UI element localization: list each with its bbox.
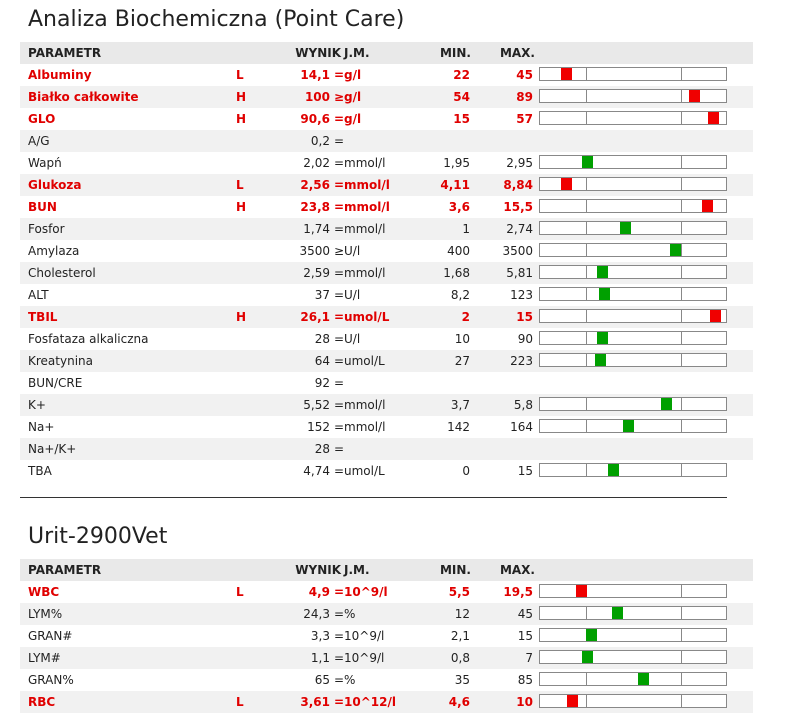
comparison-sign: = [334,112,345,126]
range-bar [539,67,727,81]
table-row [20,218,753,240]
header-max: MAX. [499,563,535,577]
unit: umol/L [344,464,385,478]
result-value: 3,3 [310,629,330,643]
comparison-sign: ≥ [334,244,345,258]
max-value: 85 [517,673,533,687]
max-value: 7 [525,651,533,665]
comparison-sign: = [334,376,345,390]
range-max-tick [681,156,682,168]
min-value: 8,2 [450,288,470,302]
range-max-tick [681,266,682,278]
min-value: 142 [447,420,470,434]
min-value: 5,5 [448,585,470,599]
result-value: 3500 [299,244,330,258]
min-value: 10 [454,332,470,346]
range-bar [539,111,727,125]
range-max-tick [681,112,682,124]
min-value: 400 [447,244,470,258]
comparison-sign: = [334,651,345,665]
range-marker [638,673,649,685]
range-marker [670,244,681,256]
range-max-tick [681,332,682,344]
param-name: Fosfor [28,222,65,236]
range-marker [561,178,572,190]
result-value: 4,9 [308,585,330,599]
param-name: GRAN# [28,629,73,643]
table-row [20,460,753,482]
result-value: 5,52 [303,398,330,412]
flag-indicator: H [236,200,247,214]
min-value: 1,68 [443,266,470,280]
result-value: 64 [314,354,330,368]
range-min-tick [586,695,587,707]
comparison-sign: = [334,398,345,412]
min-value: 0,8 [450,651,470,665]
range-min-tick [586,673,587,685]
comparison-sign: = [334,310,345,324]
range-min-tick [586,398,587,410]
unit: mmol/l [344,156,386,170]
max-value: 223 [510,354,533,368]
min-value: 3,6 [448,200,470,214]
range-bar [539,265,727,279]
table-header [20,42,753,64]
result-value: 28 [314,442,330,456]
range-marker [597,266,608,278]
unit: g/l [344,68,362,82]
result-value: 26,1 [300,310,330,324]
table-row [20,284,753,306]
max-value: 57 [516,112,533,126]
table-row [20,416,753,438]
param-name: ALT [28,288,49,302]
comparison-sign: = [334,673,345,687]
range-bar [539,177,727,191]
range-max-tick [681,695,682,707]
table-row [20,328,753,350]
param-name: WBC [28,585,60,599]
range-marker [708,112,719,124]
table-row [20,240,753,262]
table-row [20,130,753,152]
header-param: PARAMETR [28,46,102,60]
range-max-tick [681,673,682,685]
table-header [20,559,753,581]
table-row [20,625,753,647]
unit: U/l [344,244,361,258]
unit: 10^12/l [344,695,396,709]
max-value: 15 [517,629,533,643]
range-marker [597,332,608,344]
table-row [20,691,753,713]
flag-indicator: H [236,112,247,126]
flag-indicator: L [236,68,244,82]
range-bar [539,650,727,664]
unit: mmol/l [344,420,386,434]
result-value: 100 [304,90,330,104]
result-value: 152 [307,420,330,434]
result-value: 37 [314,288,330,302]
max-value: 10 [516,695,533,709]
range-marker [689,90,700,102]
unit: mmol/l [344,222,386,236]
range-bar [539,694,727,708]
range-marker [623,420,634,432]
comparison-sign: = [334,200,345,214]
range-min-tick [586,178,587,190]
header-value: WYNIK [295,563,341,577]
param-name: Amylaza [28,244,80,258]
range-max-tick [681,68,682,80]
range-marker [702,200,713,212]
result-value: 1,1 [310,651,330,665]
range-max-tick [681,607,682,619]
unit: U/l [344,332,361,346]
param-name: Cholesterol [28,266,96,280]
result-value: 65 [314,673,330,687]
range-bar [539,584,727,598]
urit-table [20,559,753,713]
range-max-tick [681,310,682,322]
range-marker [586,629,597,641]
header-value: WYNIK [295,46,341,60]
table-row [20,669,753,691]
comparison-sign: = [334,629,345,643]
range-min-tick [586,288,587,300]
table-row [20,350,753,372]
result-value: 4,74 [303,464,330,478]
range-max-tick [681,178,682,190]
table-row [20,174,753,196]
range-bar [539,89,727,103]
max-value: 2,74 [506,222,533,236]
comparison-sign: ≥ [334,90,345,104]
section-title-urit: Urit-2900Vet [28,524,168,549]
unit: % [344,673,356,687]
result-value: 92 [314,376,330,390]
table-row [20,438,753,460]
min-value: 4,11 [440,178,470,192]
comparison-sign: = [334,585,345,599]
min-value: 12 [454,607,470,621]
max-value: 2,95 [506,156,533,170]
param-name: Fosfataza alkaliczna [28,332,149,346]
min-value: 3,7 [450,398,470,412]
comparison-sign: = [334,354,345,368]
range-bar [539,397,727,411]
param-name: RBC [28,695,56,709]
param-name: TBIL [28,310,58,324]
range-min-tick [586,266,587,278]
min-value: 1,95 [443,156,470,170]
unit: mmol/l [344,200,390,214]
comparison-sign: = [334,178,345,192]
unit: 10^9/l [344,651,385,665]
table-row [20,647,753,669]
unit: g/l [344,112,362,126]
min-value: 35 [454,673,470,687]
comparison-sign: = [334,695,345,709]
range-marker [582,156,593,168]
range-bar [539,309,727,323]
range-marker [567,695,578,707]
result-value: 28 [314,332,330,346]
max-value: 89 [516,90,533,104]
range-bar [539,628,727,642]
comparison-sign: = [334,420,345,434]
range-max-tick [681,420,682,432]
min-value: 4,6 [448,695,470,709]
comparison-sign: = [334,607,345,621]
range-max-tick [681,464,682,476]
unit: 10^9/l [344,585,388,599]
table-row [20,196,753,218]
range-bar [539,606,727,620]
range-min-tick [586,244,587,256]
range-bar [539,331,727,345]
max-value: 19,5 [503,585,533,599]
max-value: 164 [510,420,533,434]
result-value: 2,02 [303,156,330,170]
table-row [20,394,753,416]
section-divider [20,497,727,498]
header-param: PARAMETR [28,563,102,577]
biochemistry-table [20,42,753,482]
flag-indicator: L [236,695,244,709]
range-bar [539,672,727,686]
table-row [20,581,753,603]
range-marker [620,222,631,234]
param-name: GLO [28,112,56,126]
range-max-tick [681,244,682,256]
param-name: GRAN% [28,673,74,687]
range-bar [539,463,727,477]
flag-indicator: H [236,310,247,324]
min-value: 2,1 [450,629,470,643]
flag-indicator: H [236,90,247,104]
param-name: TBA [28,464,52,478]
result-value: 2,56 [300,178,330,192]
table-row [20,603,753,625]
range-marker [582,651,593,663]
range-marker [576,585,587,597]
max-value: 15,5 [503,200,533,214]
comparison-sign: = [334,222,345,236]
range-marker [661,398,672,410]
range-marker [561,68,572,80]
comparison-sign: = [334,68,345,82]
result-value: 3,61 [300,695,330,709]
range-min-tick [586,200,587,212]
header-unit: J.M. [344,563,370,577]
result-value: 0,2 [310,134,330,148]
range-min-tick [586,90,587,102]
param-name: Na+/K+ [28,442,77,456]
header-min: MIN. [439,563,471,577]
param-name: BUN/CRE [28,376,83,390]
header-max: MAX. [499,46,535,60]
range-bar [539,353,727,367]
comparison-sign: = [334,332,345,346]
max-value: 45 [516,68,533,82]
comparison-sign: = [334,464,345,478]
range-marker [608,464,619,476]
param-name: K+ [28,398,46,412]
header-unit: J.M. [344,46,370,60]
range-max-tick [681,288,682,300]
range-min-tick [586,607,587,619]
range-max-tick [681,222,682,234]
param-name: Wapń [28,156,62,170]
range-max-tick [681,585,682,597]
param-name: Na+ [28,420,55,434]
result-value: 24,3 [303,607,330,621]
range-min-tick [586,464,587,476]
min-value: 15 [453,112,470,126]
unit: U/l [344,288,361,302]
comparison-sign: = [334,134,345,148]
comparison-sign: = [334,156,345,170]
unit: mmol/l [344,398,386,412]
param-name: Albuminy [28,68,92,82]
param-name: BUN [28,200,57,214]
max-value: 5,8 [513,398,533,412]
result-value: 14,1 [300,68,330,82]
result-value: 90,6 [300,112,330,126]
comparison-sign: = [334,288,345,302]
max-value: 90 [517,332,533,346]
param-name: A/G [28,134,50,148]
section-title-biochemistry: Analiza Biochemiczna (Point Care) [28,7,405,32]
range-min-tick [586,310,587,322]
range-min-tick [586,420,587,432]
param-name: Glukoza [28,178,82,192]
table-row [20,262,753,284]
max-value: 3500 [502,244,533,258]
param-name: Białko całkowite [28,90,139,104]
param-name: LYM% [28,607,63,621]
min-value: 2 [461,310,470,324]
max-value: 5,81 [506,266,533,280]
max-value: 15 [517,464,533,478]
range-min-tick [586,222,587,234]
range-bar [539,419,727,433]
table-row [20,86,753,108]
table-row [20,108,753,130]
max-value: 15 [516,310,533,324]
max-value: 8,84 [503,178,533,192]
unit: mmol/l [344,178,390,192]
result-value: 23,8 [300,200,330,214]
unit: umol/L [344,310,390,324]
max-value: 45 [517,607,533,621]
min-value: 27 [454,354,470,368]
unit: 10^9/l [344,629,385,643]
min-value: 22 [453,68,470,82]
range-bar [539,199,727,213]
range-max-tick [681,651,682,663]
range-marker [612,607,623,619]
range-bar [539,221,727,235]
unit: mmol/l [344,266,386,280]
comparison-sign: = [334,266,345,280]
range-min-tick [586,112,587,124]
range-max-tick [681,398,682,410]
range-marker [710,310,721,322]
param-name: Kreatynina [28,354,93,368]
range-marker [599,288,610,300]
range-max-tick [681,354,682,366]
table-row [20,64,753,86]
result-value: 2,59 [303,266,330,280]
param-name: LYM# [28,651,61,665]
range-bar [539,287,727,301]
min-value: 54 [453,90,470,104]
min-value: 1 [462,222,470,236]
range-max-tick [681,200,682,212]
table-row [20,306,753,328]
flag-indicator: L [236,585,244,599]
range-marker [595,354,606,366]
max-value: 123 [510,288,533,302]
table-row [20,372,753,394]
unit: % [344,607,356,621]
range-min-tick [586,68,587,80]
range-max-tick [681,90,682,102]
header-min: MIN. [439,46,471,60]
comparison-sign: = [334,442,345,456]
result-value: 1,74 [303,222,330,236]
unit: umol/L [344,354,385,368]
flag-indicator: L [236,178,244,192]
range-min-tick [586,354,587,366]
range-max-tick [681,629,682,641]
unit: g/l [344,90,362,104]
min-value: 0 [462,464,470,478]
range-min-tick [586,332,587,344]
table-row [20,152,753,174]
range-bar [539,243,727,257]
range-bar [539,155,727,169]
